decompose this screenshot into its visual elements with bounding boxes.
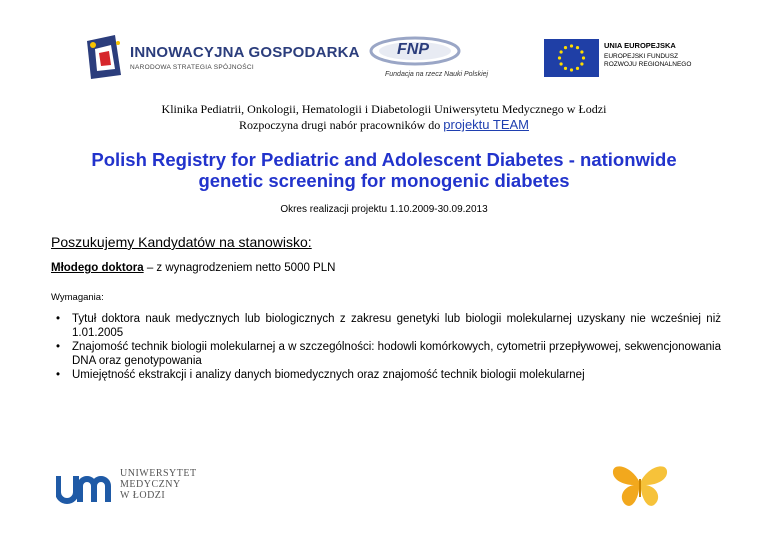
fnp-subtitle: Fundacja na rzecz Nauki Polskiej [385, 71, 489, 78]
requirements-label: Wymagania: [51, 292, 104, 303]
um-line2: MEDYCZNY [120, 479, 181, 490]
clinic-name: Klinika Pediatrii, Onkologii, Hematologii i Diabetologii Uniwersytetu Medycznego w Łodzi [161, 102, 607, 116]
eu-title: UNIA EUROPEJSKA [604, 41, 676, 50]
project-period: Okres realizacji projektu 1.10.2009-30.09.2013 [280, 204, 488, 215]
requirements-list [51, 312, 721, 382]
recruitment-line [0, 117, 768, 133]
um-text [120, 468, 197, 501]
project-title-line2: genetic screening for monogenic diabetes [198, 170, 570, 191]
job-heading: Poszukujemy Kandydatów na stanowisko: [51, 234, 312, 250]
requirement-item: • Umiejętność ekstrakcji i analizy danych biomedycznych oraz znajomość technik biologii molekularnej [51, 368, 721, 382]
fnp-title: FNP [397, 41, 429, 58]
position-title: Młodego doktora [51, 262, 144, 274]
eu-fund-text [604, 53, 691, 69]
recruitment-prefix: Rozpoczyna drugi nabór pracowników do [238, 118, 441, 132]
project-title-line1: Polish Registry for Pediatric and Adolescent Diabetes - nationwide [91, 149, 677, 170]
um-line3: W ŁODZI [120, 490, 166, 501]
position-line [51, 262, 335, 274]
um-lodz-logo [56, 466, 206, 510]
eu-logo [544, 39, 734, 81]
butterfly-icon [610, 463, 670, 509]
eu-fund-line1: EUROPEJSKI FUNDUSZ [604, 53, 679, 60]
requirement-item: • Tytuł doktora nauk medycznych lub biologicznych z zakresu genetyki lub biologii molekularnej uzyskany nie wcześniej niż 1.01.2005 [51, 312, 721, 340]
innowacyjna-gospodarka-logo [85, 35, 360, 79]
position-salary: – z wynagrodzeniem netto 5000 PLN [143, 262, 336, 274]
innowacyjna-subtitle: NARODOWA STRATEGIA SPÓJNOŚCI [130, 64, 254, 71]
um-mark-icon [56, 470, 112, 506]
fnp-logo [357, 35, 507, 83]
project-team-link[interactable]: projektu TEAM [443, 117, 530, 132]
innowacyjna-mark-icon [85, 35, 123, 79]
eu-flag-icon [544, 39, 599, 77]
project-title [0, 149, 768, 191]
eu-fund-line2: ROZWOJU REGIONALNEGO [604, 61, 692, 68]
requirement-item: • Znajomość technik biologii molekularnej a w szczególności: hodowli komórkowych, cytometrii przepływowej, sekwencjonowania DNA oraz genotypowania [51, 340, 721, 368]
um-line1: UNIWERSYTET [120, 468, 197, 479]
innowacyjna-title: INNOWACYJNA GOSPODARKA [130, 44, 360, 61]
